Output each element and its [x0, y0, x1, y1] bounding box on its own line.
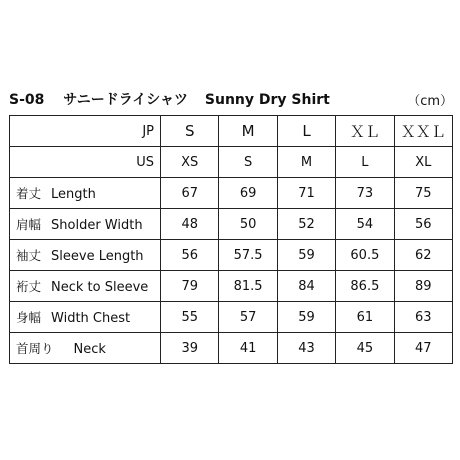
value-cell: 52	[277, 209, 335, 240]
row-label-jp: 肩幅	[16, 217, 42, 232]
row-label-jp: 身幅	[16, 310, 42, 325]
size-cell: XS	[161, 147, 219, 178]
value-cell: 57	[219, 302, 277, 333]
row-label-en: Sholder Width	[51, 218, 143, 233]
size-cell: S	[161, 116, 219, 147]
value-cell: 50	[219, 209, 277, 240]
value-cell: 81.5	[219, 271, 277, 302]
value-cell: 60.5	[336, 240, 394, 271]
value-cell: 62	[394, 240, 452, 271]
value-cell: 56	[394, 209, 452, 240]
value-cell: 59	[277, 240, 335, 271]
measurement-row-width-chest	[10, 302, 453, 333]
row-label-en: Sleeve Length	[51, 249, 144, 264]
size-cell: XL	[394, 147, 452, 178]
value-cell: 47	[394, 333, 452, 364]
value-cell: 69	[219, 178, 277, 209]
product-name-jp: サニードライシャツ	[63, 92, 189, 108]
value-cell: 55	[161, 302, 219, 333]
header	[9, 87, 453, 111]
size-chart-table	[9, 115, 453, 364]
size-system-label: US	[10, 147, 161, 178]
value-cell: 48	[161, 209, 219, 240]
value-cell: 41	[219, 333, 277, 364]
size-cell: S	[219, 147, 277, 178]
value-cell: 84	[277, 271, 335, 302]
value-cell: 56	[161, 240, 219, 271]
value-cell: 71	[277, 178, 335, 209]
value-cell: 59	[277, 302, 335, 333]
row-label	[10, 209, 161, 240]
size-cell: L	[336, 147, 394, 178]
measurement-row-neck	[10, 333, 453, 364]
row-label	[10, 271, 161, 302]
row-label	[10, 178, 161, 209]
measurement-row-neck-to-sleeve	[10, 271, 453, 302]
row-label-jp: 首周り	[16, 341, 54, 356]
value-cell: 86.5	[336, 271, 394, 302]
row-label-en: Length	[51, 187, 96, 202]
size-row-us	[10, 147, 453, 178]
measurement-row-sleeve-length	[10, 240, 453, 271]
row-label	[10, 240, 161, 271]
value-cell: 67	[161, 178, 219, 209]
value-cell: 61	[336, 302, 394, 333]
value-cell: 79	[161, 271, 219, 302]
row-label-en: Neck to Sleeve	[51, 280, 149, 295]
unit-label: （cm）	[407, 94, 453, 109]
value-cell: 54	[336, 209, 394, 240]
value-cell: 63	[394, 302, 452, 333]
value-cell: 43	[277, 333, 335, 364]
row-label-en: Width Chest	[51, 311, 131, 326]
row-label-jp: 袖丈	[16, 248, 42, 263]
measurement-row-shoulder-width	[10, 209, 453, 240]
size-cell: L	[277, 116, 335, 147]
value-cell: 39	[161, 333, 219, 364]
size-cell: ＸＬ	[336, 116, 394, 147]
value-cell: 89	[394, 271, 452, 302]
size-cell: ＸＸＬ	[394, 116, 452, 147]
product-code: S-08	[9, 92, 45, 108]
row-label-jp: 着丈	[16, 186, 42, 201]
row-label	[10, 333, 161, 364]
product-name-en: Sunny Dry Shirt	[204, 92, 330, 108]
value-cell: 73	[336, 178, 394, 209]
size-cell: M	[277, 147, 335, 178]
row-label-jp: 裄丈	[16, 279, 42, 294]
value-cell: 57.5	[219, 240, 277, 271]
row-label	[10, 302, 161, 333]
size-system-label: JP	[10, 116, 161, 147]
value-cell: 45	[336, 333, 394, 364]
measurement-row-length	[10, 178, 453, 209]
value-cell: 75	[394, 178, 452, 209]
page-title	[9, 89, 330, 109]
size-cell: M	[219, 116, 277, 147]
size-row-jp	[10, 116, 453, 147]
row-label-en: Neck	[73, 342, 106, 357]
